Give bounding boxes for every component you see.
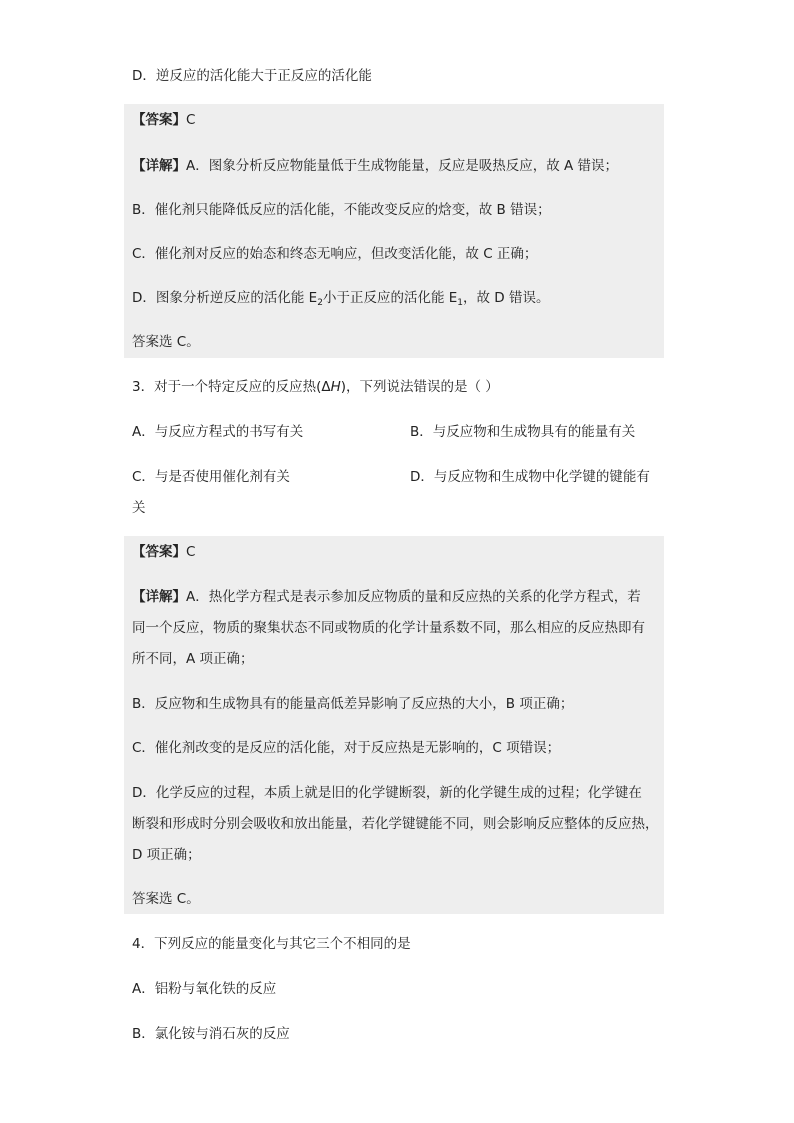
subscript: 1	[457, 298, 464, 308]
answer-value: C	[186, 112, 196, 128]
q3-detail-a-l1	[132, 587, 664, 607]
q2-option-d: D．逆反应的活化能大于正反应的活化能	[132, 68, 372, 84]
q2-detail-b: B．催化剂只能降低反应的活化能，不能改变反应的焓变，故 B 错误；	[132, 202, 551, 218]
q2-answer	[132, 110, 664, 130]
q3-detail-d-l3: D 项正确；	[132, 847, 201, 863]
detail-label: 【详解】	[132, 589, 186, 605]
q3-answer	[132, 542, 664, 562]
detail-text: A．热化学方程式是表示参加反应物质的量和反应热的关系的化学方程式，若	[186, 589, 641, 605]
q3-conclusion: 答案选 C。	[132, 891, 200, 907]
q3-options-row-1	[132, 422, 664, 442]
q3-stem	[132, 377, 664, 397]
q3-option-d-cont: 关	[132, 500, 146, 516]
q3-options-row-2	[132, 467, 664, 487]
detail-d-text: 小于正反应的活化能 E	[322, 290, 458, 306]
subscript: 2	[317, 298, 323, 308]
detail-d-text: D．图象分析逆反应的活化能 E	[132, 290, 318, 306]
q3-option-a: A．与反应方程式的书写有关	[132, 424, 304, 440]
q3-detail-b: B．反应物和生成物具有的能量高低差异影响了反应热的大小，B 项正确；	[132, 696, 574, 712]
q3-option-c: C．与是否使用催化剂有关	[132, 469, 290, 485]
stem-text: )，下列说法错误的是（ ）	[340, 379, 499, 395]
q3-detail-a-l2: 同一个反应，物质的聚集状态不同或物质的化学计量系数不同，那么相应的反应热即有	[132, 620, 645, 636]
q4-option-b: B．氯化铵与消石灰的反应	[132, 1026, 290, 1042]
answer-value: C	[186, 544, 196, 560]
detail-d-text: ，故 D 错误。	[463, 290, 550, 306]
q2-detail-d	[132, 288, 664, 308]
q3-option-d: D．与反应物和生成物中化学键的键能有	[410, 469, 650, 485]
q3-detail-d-l1: D．化学反应的过程，本质上就是旧的化学键断裂，新的化学键生成的过程；化学键在	[132, 785, 642, 801]
q3-option-b: B．与反应物和生成物具有的能量有关	[410, 424, 636, 440]
q2-conclusion: 答案选 C。	[132, 334, 200, 350]
q3-detail-c: C．催化剂改变的是反应的活化能，对于反应热是无影响的，C 项错误；	[132, 740, 561, 756]
q3-detail-a-l3: 所不同，A 项正确；	[132, 651, 254, 667]
q2-detail-a	[132, 156, 664, 176]
detail-label: 【详解】	[132, 158, 186, 174]
q2-detail-c: C．催化剂对反应的始态和终态无响应，但改变活化能，故 C 正确；	[132, 246, 538, 262]
stem-text: 3．对于一个特定反应的反应热(Δ	[132, 379, 331, 395]
q3-detail-d-l2: 断裂和形成时分别会吸收和放出能量，若化学键键能不同，则会影响反应整体的反应热，	[132, 816, 659, 832]
detail-text: A．图象分析反应物能量低于生成物能量，反应是吸热反应，故 A 错误；	[186, 158, 619, 174]
q4-option-a: A．铝粉与氧化铁的反应	[132, 981, 277, 997]
q4-stem: 4．下列反应的能量变化与其它三个不相同的是	[132, 936, 411, 952]
q2-answer-block	[124, 104, 664, 358]
answer-label: 【答案】	[132, 544, 186, 560]
stem-symbol: H	[330, 379, 341, 395]
answer-label: 【答案】	[132, 112, 186, 128]
